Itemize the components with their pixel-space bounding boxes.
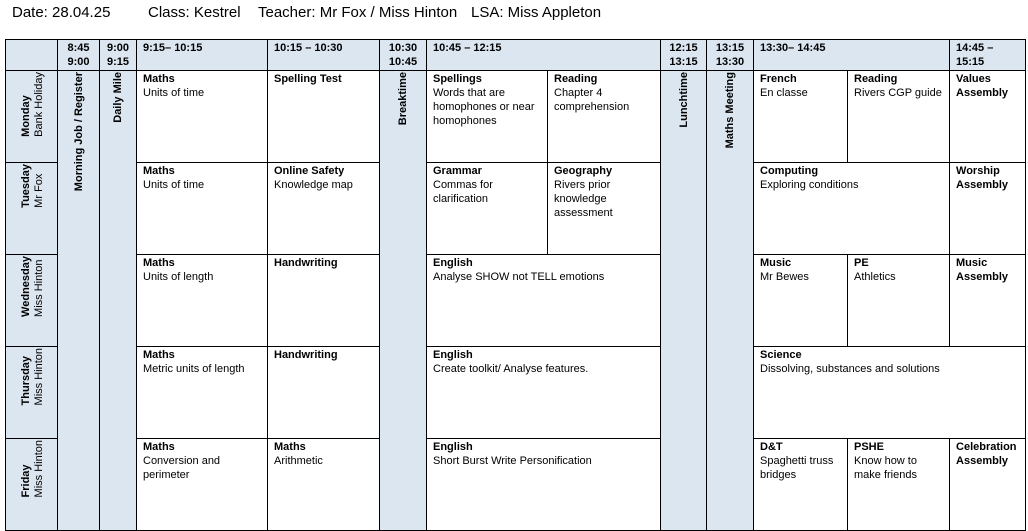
day-row-friday bbox=[6, 439, 1026, 531]
lesson-cell: Handwriting bbox=[268, 347, 380, 439]
lesson-cell: French En classe bbox=[754, 71, 848, 163]
time-slot-period3: 10:45 – 12:15 bbox=[427, 40, 661, 71]
time-slot-meeting: 13:15 13:30 bbox=[707, 40, 754, 71]
class-label: Class: Kestrel bbox=[148, 4, 241, 21]
time-slot-period1: 9:15– 10:15 bbox=[137, 40, 268, 71]
time-slot-mile: 9:00 9:15 bbox=[100, 40, 137, 71]
day-label-tuesday: Tuesday Mr Fox bbox=[6, 163, 58, 255]
assembly-cell: Music Assembly bbox=[950, 255, 1026, 347]
date-label: Date: 28.04.25 bbox=[12, 4, 111, 21]
morning-job-register-cell: Morning Job / Register bbox=[58, 71, 100, 531]
time-slot-period2: 10:15 – 10:30 bbox=[268, 40, 380, 71]
lesson-cell: Geography Rivers prior knowledge assessment bbox=[548, 163, 661, 255]
time-slot-morning: 8:45 9:00 bbox=[58, 40, 100, 71]
day-label-thursday: Thursday Miss Hinton bbox=[6, 347, 58, 439]
maths-meeting-cell: Maths Meeting bbox=[707, 71, 754, 531]
lesson-cell: English Create toolkit/ Analyse features. bbox=[427, 347, 661, 439]
lesson-cell: Maths Arithmetic bbox=[268, 439, 380, 531]
lesson-cell: Maths Units of length bbox=[137, 255, 268, 347]
lsa-label: LSA: Miss Appleton bbox=[471, 4, 602, 21]
time-header-row bbox=[6, 40, 1026, 71]
lesson-cell: Maths Metric units of length bbox=[137, 347, 268, 439]
corner-cell bbox=[6, 40, 58, 71]
lesson-cell: Online Safety Knowledge map bbox=[268, 163, 380, 255]
lesson-cell: Reading Rivers CGP guide bbox=[848, 71, 950, 163]
lesson-cell: Computing Exploring conditions bbox=[754, 163, 950, 255]
lesson-cell: PE Athletics bbox=[848, 255, 950, 347]
teacher-label: Teacher: Mr Fox / Miss Hinton bbox=[258, 4, 458, 21]
breaktime-cell: Breaktime bbox=[380, 71, 427, 531]
lesson-cell: D&T Spaghetti truss bridges bbox=[754, 439, 848, 531]
time-slot-break: 10:30 10:45 bbox=[380, 40, 427, 71]
lesson-cell: Maths Units of time bbox=[137, 71, 268, 163]
lesson-cell: Handwriting bbox=[268, 255, 380, 347]
lesson-cell: Spelling Test bbox=[268, 71, 380, 163]
lesson-cell: Science Dissolving, substances and solutions bbox=[754, 347, 1026, 439]
day-row-monday bbox=[6, 71, 1026, 163]
assembly-cell: Celebration Assembly bbox=[950, 439, 1026, 531]
day-label-wednesday: Wednesday Miss Hinton bbox=[6, 255, 58, 347]
lesson-cell: Spellings Words that are homophones or near homophones bbox=[427, 71, 548, 163]
day-label-friday: Friday Miss Hinton bbox=[6, 439, 58, 531]
lesson-cell: Grammar Commas for clarification bbox=[427, 163, 548, 255]
assembly-cell: Worship Assembly bbox=[950, 163, 1026, 255]
lesson-cell: PSHE Know how to make friends bbox=[848, 439, 950, 531]
day-label-monday: Monday Bank Holiday bbox=[6, 71, 58, 163]
timetable bbox=[5, 39, 1026, 531]
day-row-tuesday bbox=[6, 163, 1026, 255]
lesson-cell: Music Mr Bewes bbox=[754, 255, 848, 347]
daily-mile-cell: Daily Mile bbox=[100, 71, 137, 531]
time-slot-period5: 13:30– 14:45 bbox=[754, 40, 950, 71]
time-slot-lunch: 12:15 13:15 bbox=[661, 40, 707, 71]
lunchtime-cell: Lunchtime bbox=[661, 71, 707, 531]
lesson-cell: Reading Chapter 4 comprehension bbox=[548, 71, 661, 163]
lesson-cell: Maths Conversion and perimeter bbox=[137, 439, 268, 531]
lesson-cell: English Short Burst Write Personification bbox=[427, 439, 661, 531]
day-row-wednesday bbox=[6, 255, 1026, 347]
time-slot-period7: 14:45 – 15:15 bbox=[950, 40, 1026, 71]
lesson-cell: English Analyse SHOW not TELL emotions bbox=[427, 255, 661, 347]
assembly-cell: Values Assembly bbox=[950, 71, 1026, 163]
lesson-cell: Maths Units of time bbox=[137, 163, 268, 255]
day-row-thursday bbox=[6, 347, 1026, 439]
